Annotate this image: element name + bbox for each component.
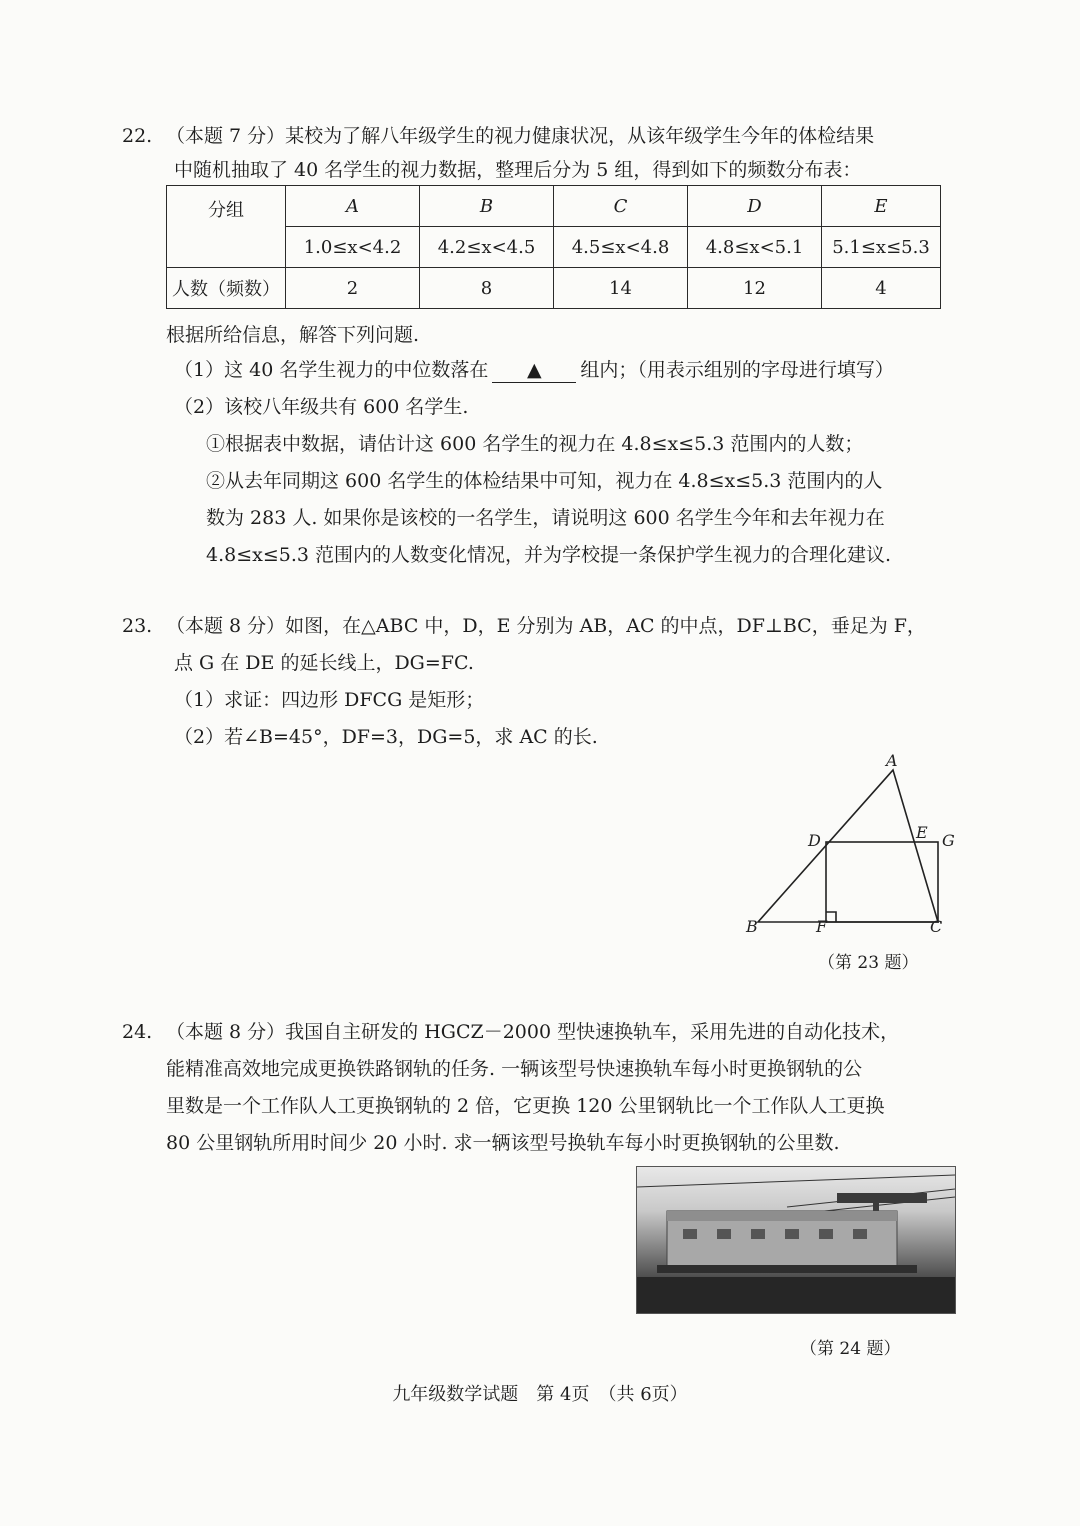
q24-stem-line-1: （本题 8 分）我国自主研发的 HGCZ－2000 型快速换轨车，采用先进的自动化技术，: [166, 1021, 900, 1043]
q22-part-1-after: 组内；（用表示组别的字母进行填写）: [580, 359, 894, 381]
frequency-table: [166, 185, 941, 309]
q24-stem-line-4: 80 公里钢轨所用时间少 20 小时. 求一辆该型号换轨车每小时更换钢轨的公里数.: [166, 1132, 840, 1154]
q23-stem-line-1: （本题 8 分）如图，在△ABC 中，D，E 分别为 AB，AC 的中点，DF⊥BC，垂足为 F，: [166, 615, 926, 637]
triangle-figure: [730, 748, 970, 940]
count-e: 4: [822, 268, 941, 309]
label-g: G: [942, 831, 955, 850]
group-label-b: B: [479, 195, 494, 217]
range-a: 1.0≤x<4.2: [286, 227, 420, 268]
q22-stem-line-1: （本题 7 分）某校为了解八年级学生的视力健康状况，从该年级学生今年的体检结果: [166, 125, 875, 147]
question-number-22: 22.: [122, 125, 153, 147]
figure-caption-23: （第 23 题）: [818, 953, 919, 973]
group-label-e: E: [874, 195, 888, 217]
page-footer: 九年级数学试题 第 4页 （共 6页）: [392, 1384, 688, 1405]
group-label-c: C: [613, 195, 628, 217]
q22-part-1-before: （1）这 40 名学生视力的中位数落在: [174, 359, 489, 381]
range-b: 4.2≤x<4.5: [420, 227, 554, 268]
label-f: F: [816, 917, 828, 936]
q22-part-1: [174, 358, 894, 383]
rectangle-dfcg: [826, 842, 938, 922]
group-label-d: D: [747, 195, 762, 217]
q24-stem-line-2: 能精准高效地完成更换铁路钢轨的任务. 一辆该型号快速换轨车每小时更换钢轨的公: [166, 1058, 863, 1080]
q22-part-2b-line-2: 数为 283 人. 如果你是该校的一名学生，请说明这 600 名学生今年和去年视力在: [206, 507, 885, 529]
question-number-23: 23.: [122, 615, 153, 637]
figure-caption-24: （第 24 题）: [800, 1339, 901, 1359]
table-header-group: 分组: [167, 186, 286, 268]
q22-part-2: （2）该校八年级共有 600 名学生.: [174, 396, 469, 418]
table-header-count: 人数（频数）: [167, 268, 286, 309]
rail-car-photo: [636, 1166, 956, 1314]
q24-stem-line-3: 里数是一个工作队人工更换钢轨的 2 倍，它更换 120 公里钢轨比一个工作队人工更换: [166, 1095, 885, 1117]
right-angle-mark: [826, 912, 836, 922]
count-d: 12: [688, 268, 822, 309]
group-label-a: A: [346, 195, 359, 217]
q22-part-2b-line-3: 4.8≤x≤5.3 范围内的人数变化情况，并为学校提一条保护学生视力的合理化建议.: [206, 544, 892, 566]
range-d: 4.8≤x<5.1: [688, 227, 822, 268]
q22-part-2b-line-1: ②从去年同期这 600 名学生的体检结果中可知，视力在 4.8≤x≤5.3 范围内的人: [206, 470, 883, 492]
q23-part-2: （2）若∠B=45°，DF=3，DG=5，求 AC 的长.: [174, 726, 598, 748]
q22-part-2a: ①根据表中数据，请估计这 600 名学生的视力在 4.8≤x≤5.3 范围内的人数；: [206, 433, 864, 455]
q22-intro: 根据所给信息，解答下列问题.: [166, 324, 420, 346]
question-number-24: 24.: [122, 1021, 153, 1043]
label-d: D: [808, 831, 821, 850]
answer-blank: ▲: [492, 358, 576, 383]
label-c: C: [930, 917, 943, 936]
rail-car-illustration: [637, 1167, 955, 1313]
triangle-abc: [758, 770, 938, 922]
label-b: B: [746, 917, 758, 936]
label-e: E: [916, 823, 928, 842]
count-b: 8: [420, 268, 554, 309]
q23-part-1: （1）求证：四边形 DFCG 是矩形；: [174, 689, 485, 711]
range-c: 4.5≤x<4.8: [554, 227, 688, 268]
range-e: 5.1≤x≤5.3: [822, 227, 941, 268]
q22-stem-line-2: 中随机抽取了 40 名学生的视力数据，整理后分为 5 组，得到如下的频数分布表：: [174, 159, 862, 181]
label-a: A: [886, 751, 898, 770]
count-c: 14: [554, 268, 688, 309]
q23-stem-line-2: 点 G 在 DE 的延长线上，DG=FC.: [174, 652, 474, 674]
count-a: 2: [286, 268, 420, 309]
